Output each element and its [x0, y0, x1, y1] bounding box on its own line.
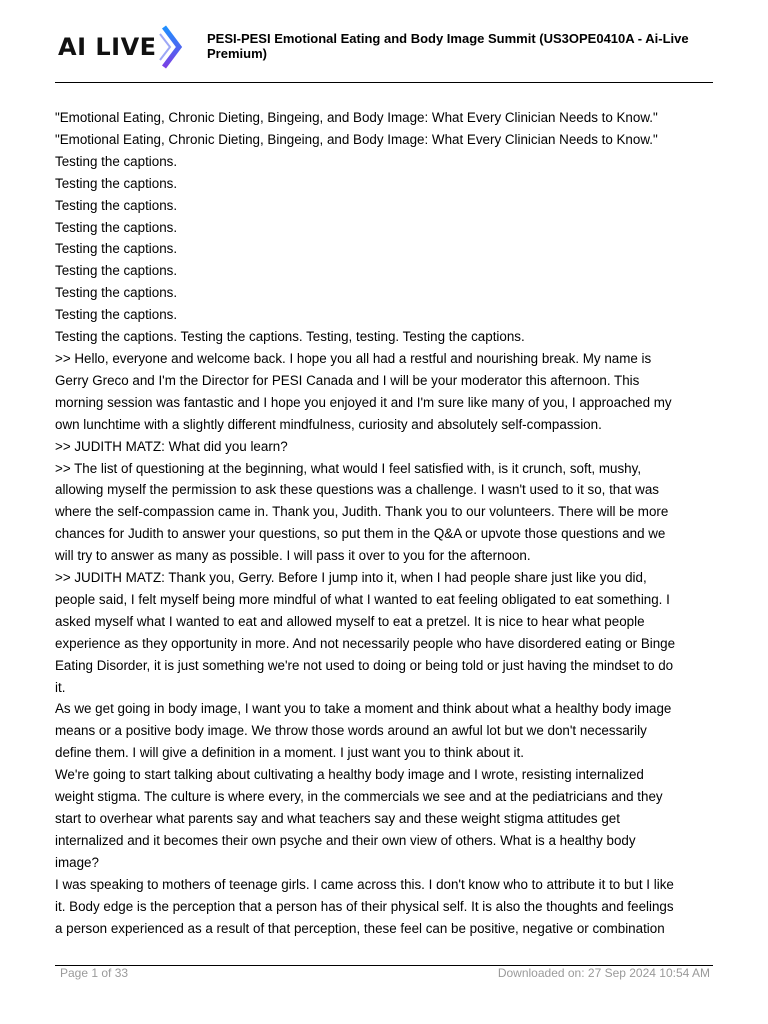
transcript-line: >> JUDITH MATZ: Thank you, Gerry. Before I jump into it, when I had people share just like you did, — [55, 570, 647, 586]
transcript-line: experience as they opportunity in more. And not necessarily people who have disordered eating or Binge — [55, 635, 676, 651]
transcript-line: Gerry Greco and I'm the Director for PESI Canada and I will be your moderator this afternoon. This — [55, 372, 640, 388]
page-number: Page 1 of 33 — [60, 966, 129, 980]
document-title: PESI-PESI Emotional Eating and Body Image Summit (US3OPE0410A - Ai-Live Premium) — [207, 31, 689, 61]
transcript-line: a person experienced as a result of that perception, these feel can be positive, negative or combination — [55, 920, 665, 936]
transcript-line: Testing the captions. — [55, 307, 178, 323]
transcript-line: where the self-compassion came in. Thank you, Judith. Thank you to our volunteers. There will be more — [55, 504, 669, 520]
transcript-line: Testing the captions. — [55, 263, 178, 279]
transcript-line: means or a positive body image. We throw those words around an awful lot but we don't necessarily — [55, 723, 647, 739]
transcript-line: >> Hello, everyone and welcome back. I hope you all had a restful and nourishing break. My name is — [55, 350, 652, 366]
transcript-line: own lunchtime with a slightly different mindfulness, curiosity and absolutely self-compassion. — [55, 416, 602, 432]
transcript-line: weight stigma. The culture is where every, in the commercials we see and at the pediatricians and they — [55, 789, 663, 805]
transcript-line: internalized and it becomes their own psyche and their own view of others. What is a healthy body — [55, 832, 636, 848]
transcript-line: I was speaking to mothers of teenage girls. I came across this. I don't know who to attribute it to but I like — [55, 876, 674, 892]
transcript-line: asked myself what I wanted to eat and allowed myself to eat a pretzel. It is nice to hear what people — [55, 613, 645, 629]
transcript-line: As we get going in body image, I want you to take a moment and think about what a healthy body image — [55, 701, 672, 717]
transcript-line: Testing the captions. — [55, 285, 178, 301]
transcript-line: chances for Judith to answer your questions, so put them in the Q&A or upvote those questions and we — [55, 526, 666, 542]
transcript-line: Testing the captions. — [55, 219, 178, 235]
transcript-line: image? — [55, 854, 99, 870]
chevron-right-icon — [159, 24, 185, 70]
transcript-line: it. — [55, 679, 66, 695]
transcript-line: "Emotional Eating, Chronic Dieting, Bingeing, and Body Image: What Every Clinician Needs to Know." — [55, 110, 658, 125]
transcript-line: >> JUDITH MATZ: What did you learn? — [55, 438, 288, 454]
transcript-line: Testing the captions. Testing the captions. Testing, testing. Testing the captions. — [55, 329, 525, 345]
transcript-line: people said, I felt myself being more mindful of what I wanted to eat feeling obligated to eat something. I — [55, 591, 670, 607]
transcript-line: start to overhear what parents say and what teachers say and these weight stigma attitudes get — [55, 811, 620, 826]
transcript-line: Testing the captions. — [55, 241, 178, 257]
transcript-line: allowing myself the permission to ask these questions was a challenge. I wasn't used to it so, that was — [55, 482, 659, 498]
transcript-line: We're going to start talking about cultivating a healthy body image and I wrote, resisting internalized — [55, 767, 644, 783]
transcript-line: Testing the captions. — [55, 197, 178, 213]
transcript-body — [55, 107, 715, 939]
document-header — [55, 22, 713, 82]
ai-live-logo — [58, 24, 185, 70]
transcript-line: Eating Disorder, it is just something we're not used to doing or being told or just having the mindset to do — [55, 657, 674, 673]
transcript-line: will try to answer as many as possible. I will pass it over to you for the afternoon. — [55, 548, 531, 564]
transcript-line: Testing the captions. — [55, 153, 178, 169]
transcript-line: morning session was fantastic and I hope you enjoyed it and I'm sure like many of you, I approached my — [55, 394, 672, 410]
transcript-line: "Emotional Eating, Chronic Dieting, Bingeing, and Body Image: What Every Clinician Needs to Know." — [55, 131, 658, 147]
transcript-line: define them. I will give a definition in a moment. I just want you to think about it. — [55, 745, 524, 761]
download-timestamp: Downloaded on: 27 Sep 2024 10:54 AM — [497, 966, 710, 980]
transcript-line: Testing the captions. — [55, 175, 178, 191]
header-divider — [55, 82, 713, 83]
transcript-line: it. Body edge is the perception that a person has of their physical self. It is also the thoughts and feelings — [55, 898, 674, 914]
transcript-line: >> The list of questioning at the beginning, what would I feel satisfied with, is it crunch, soft, mushy, — [55, 460, 642, 476]
logo-text: AI LIVE — [58, 33, 157, 61]
